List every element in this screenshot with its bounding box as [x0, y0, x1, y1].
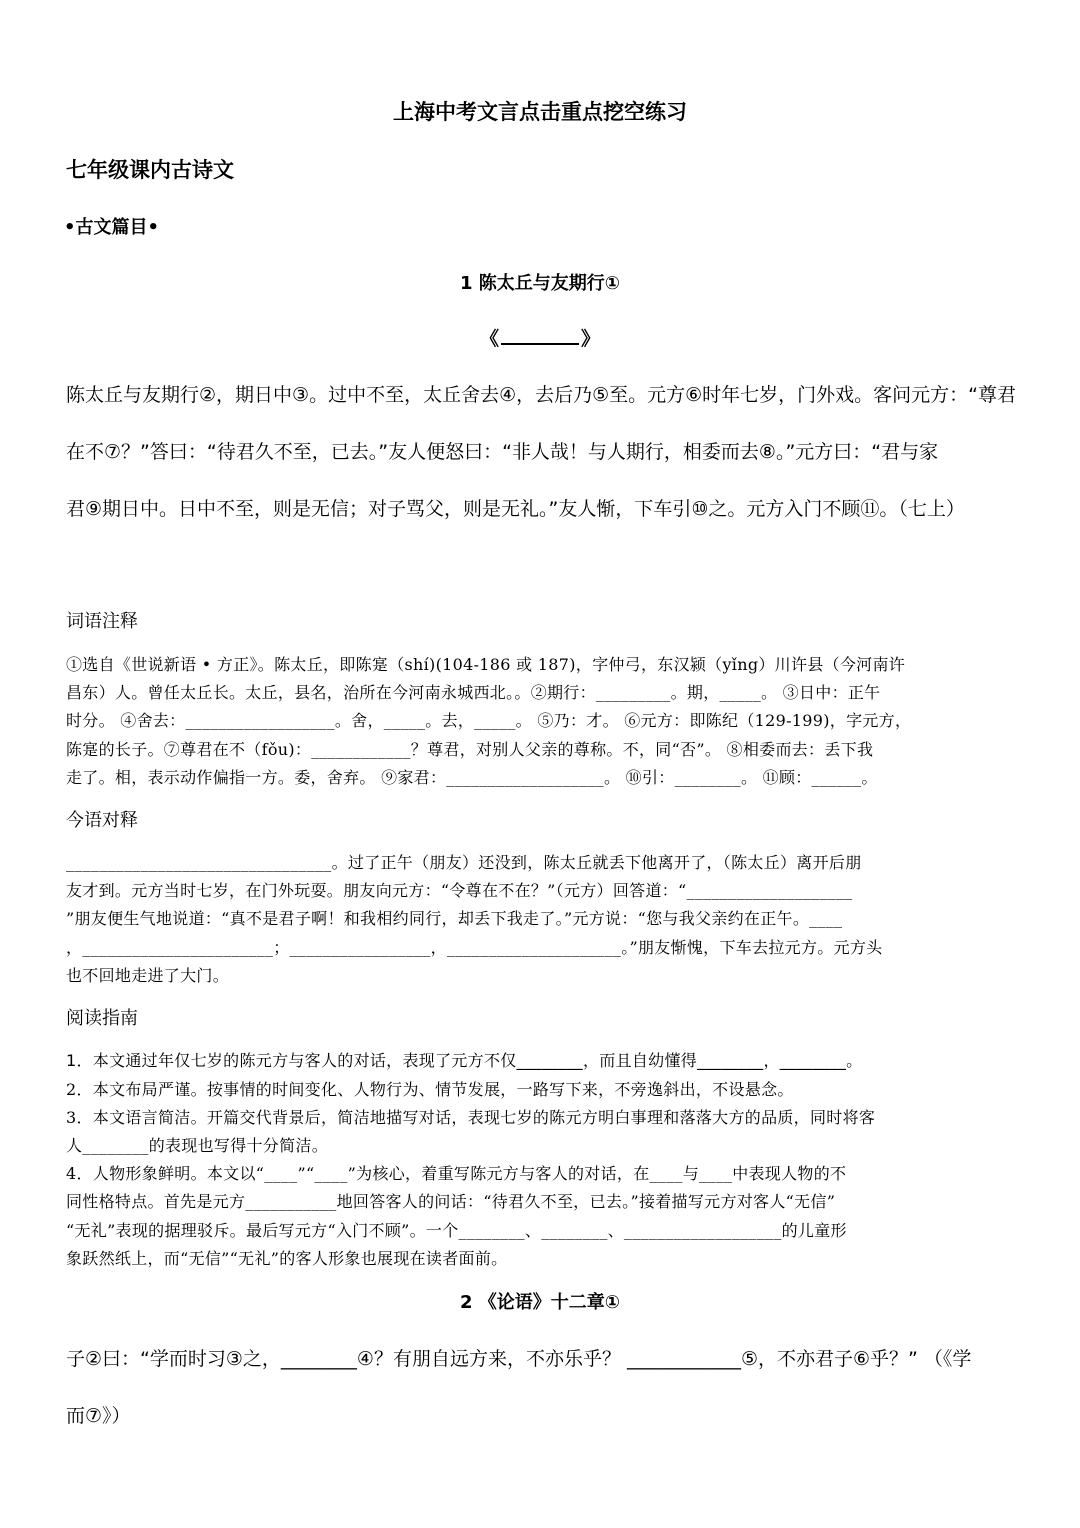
translation-line: ________________________________。过了正午（朋友）还没到，陈太丘就丢下他离开了，（陈太丘）离开后朋 [66, 853, 862, 872]
source-blank [501, 325, 579, 345]
notes-label: 词语注释 [66, 611, 138, 632]
grade-heading: 七年级课内古诗文 [66, 158, 234, 182]
original-line: 而⑦》） [66, 1405, 131, 1427]
guide-line: 同性格特点。首先是元方___________地回答客人的问话：“待君久不至，已去。”接着描写元方对客人“无信” [66, 1192, 836, 1211]
source-blank-line [0, 324, 1080, 351]
guide-label: 阅读指南 [66, 1008, 138, 1029]
guide-line: 1．本文通过年仅七岁的陈元方与客人的对话，表现了元方不仅________，而且自幼懂得________，________。 [66, 1051, 863, 1070]
translation-line: ”朋友便生气地说道：“真不是君子啊！和我相约同行，却丢下我走了。”元方说：“您与我父亲约在正午。____ [66, 909, 843, 928]
source-open-bracket: 《 [479, 328, 499, 350]
notes-line: ①选自《世说新语 • 方正》。陈太丘，即陈寔（shí)(104-186 或 187)，字仲弓，东汉颍（yǐng）川许县（今河南许 [66, 655, 906, 674]
original-line: 君⑨期日中。日中不至，则是无信；对子骂父，则是无礼。”友人惭，下车引⑩之。元方入门不顾⑪。（七上） [66, 498, 965, 520]
translation-label: 今语对释 [66, 810, 138, 831]
guide-line: 2．本文布局严谨。按事情的时间变化、人物行为、情节发展，一路写下来，不旁逸斜出，不设悬念。 [66, 1080, 794, 1099]
notes-line: 走了。相，表示动作偏指一方。委，舍弃。 ⑨家君：___________________。 ⑩引：________。 ⑪顾：______。 [66, 768, 878, 787]
notes-line: 时分。 ④舍去：__________________。舍，_____。去，_____。 ⑤乃：才。 ⑥元方：即陈纪（129-199)，字元方， [66, 711, 912, 730]
document-title: 上海中考文言点击重点挖空练习 [393, 100, 687, 124]
original-line: 子②曰：“学而时习③之，________④？有朋自远方来，不亦乐乎？ ____________⑤，不亦君子⑥乎？” （《学 [66, 1348, 972, 1370]
text1-heading: 1 陈太丘与友期行① [459, 273, 621, 294]
guide-line: 4．人物形象鲜明。本文以“____”“____”为核心，着重写陈元方与客人的对话，在____与____中表现人物的不 [66, 1164, 847, 1183]
guide-line: 象跃然纸上，而“无信”“无礼”的客人形象也展现在读者面前。 [66, 1249, 508, 1268]
translation-line: 友才到。元方当时七岁，在门外玩耍。朋友向元方：“令尊在不在？”（元方）回答道：“____________________ [66, 881, 853, 900]
notes-line: 昌东）人。曾任太丘长。太丘，县名，治所在今河南永城西北。。②期行：_________。期，_____。 ③日中：正午 [66, 683, 881, 702]
translation-line: 也不回地走进了大门。 [66, 966, 230, 985]
text2-heading: 2 《论语》十二章① [459, 1292, 621, 1313]
guide-line: 人________的表现也写得十分简洁。 [66, 1136, 329, 1155]
guide-line: “无礼”表现的据理驳斥。最后写元方“入门不顾”。一个________、________、___________________的儿童形 [66, 1221, 847, 1240]
original-line: 陈太丘与友期行②，期日中③。过中不至，太丘舍去④，去后乃⑤至。元方⑥时年七岁，门外戏。客问元方：“尊君 [66, 384, 1017, 406]
source-close-bracket: 》 [581, 328, 601, 350]
translation-line: ，_______________________；_________________，_____________________。”朋友惭愧，下车去拉元方。元方头 [66, 938, 883, 957]
guide-line: 3．本文语言简洁。开篇交代背景后，简洁地描写对话，表现七岁的陈元方明白事理和落落大方的品质，同时将客 [66, 1108, 876, 1127]
section-heading: •古文篇目• [64, 217, 160, 238]
original-line: 在不⑦？”答曰：“待君久不至，已去。”友人便怒曰：“非人哉！与人期行，相委而去⑧。”元方曰：“君与家 [66, 441, 939, 463]
notes-line: 陈寔的长子。⑦尊君在不（fǒu)：____________？尊君，对别人父亲的尊称。不，同“否”。 ⑧相委而去：丢下我 [66, 740, 874, 759]
